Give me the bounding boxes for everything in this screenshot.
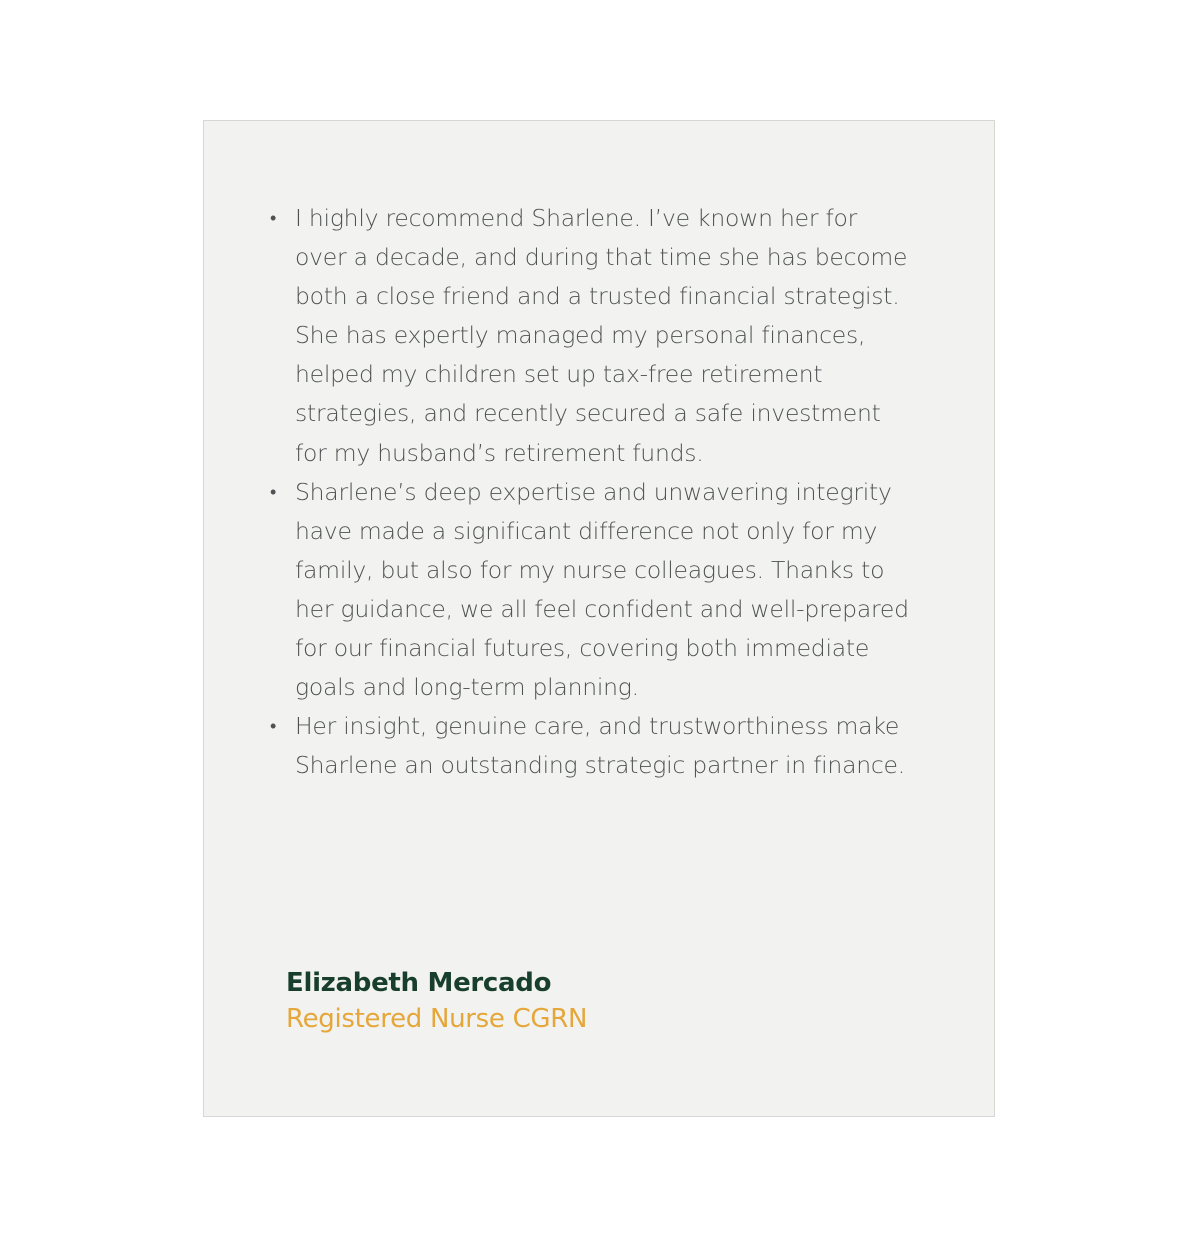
author-name: Elizabeth Mercado [286, 968, 552, 998]
testimonial-card [203, 120, 995, 1117]
bullet-icon: • [270, 208, 277, 229]
testimonial-item [270, 199, 910, 473]
testimonial-text: Her insight, genuine care, and trustworthiness make Sharlene an outstanding strategic partner in finance. [295, 712, 905, 780]
testimonial-item [270, 707, 910, 785]
bullet-icon: • [270, 481, 277, 503]
author-block [286, 966, 587, 1038]
testimonial-item [270, 473, 910, 708]
testimonial-text: Sharlene’s deep expertise and unwavering integrity have made a significant difference not only for my family, but also for my nurse colleagues. Thanks to her guidance, we all feel confident and well-prepared for our financial futures, covering both immediate goals and long-term planning. [295, 477, 909, 702]
testimonial-list [270, 199, 910, 785]
bullet-icon: • [270, 716, 277, 738]
author-title: Registered Nurse CGRN [286, 1004, 588, 1034]
testimonial-text: I highly recommend Sharlene. I’ve known her for over a decade, and during that time she has become both a close friend and a trusted financial strategist. She has expertly managed my personal finances, helped my children set up tax-free retirement strategies, and recently secured a safe investment for my husband’s retirement funds. [295, 204, 908, 467]
